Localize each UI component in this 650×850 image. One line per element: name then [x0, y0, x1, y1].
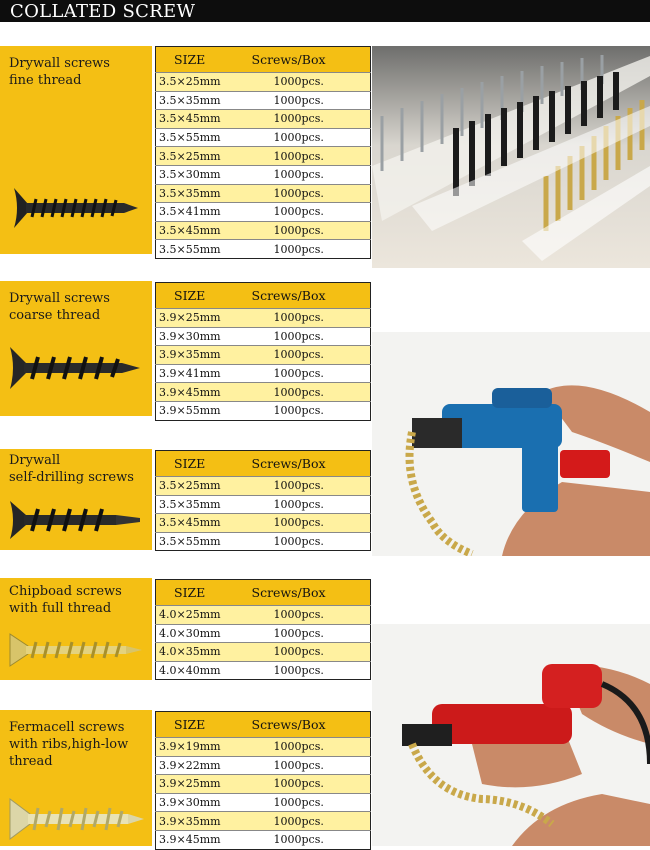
size-header: SIZE [156, 712, 252, 738]
qty-cell: 1000pcs. [252, 661, 371, 680]
size-cell: 3.5×35mm [156, 91, 252, 110]
size-cell: 3.9×45mm [156, 383, 252, 402]
size-cell: 3.5×25mm [156, 477, 252, 496]
size-cell: 3.5×25mm [156, 147, 252, 166]
size-cell: 3.5×35mm [156, 495, 252, 514]
table-row [156, 221, 371, 240]
table-row [156, 203, 371, 222]
table-row [156, 128, 371, 147]
size-cell: 3.5×55mm [156, 128, 252, 147]
size-table-chipboard [155, 579, 371, 680]
panel-fermacell [0, 710, 152, 846]
qty-cell: 1000pcs. [252, 756, 371, 775]
black-coarse-thread-screw-icon [4, 343, 142, 393]
size-cell: 3.9×25mm [156, 309, 252, 328]
red-corded-screwdriver-photo [372, 624, 650, 846]
zinc-chipboard-screw-icon [4, 630, 144, 670]
table-row [156, 91, 371, 110]
qty-header: Screws/Box [252, 283, 371, 309]
table-row [156, 309, 371, 328]
qty-cell: 1000pcs. [252, 327, 371, 346]
black-fine-thread-screw-icon [6, 182, 140, 234]
table-row [156, 624, 371, 643]
table-row [156, 383, 371, 402]
panel-drywall-coarse [0, 281, 152, 416]
size-cell: 3.5×45mm [156, 221, 252, 240]
size-cell: 3.5×55mm [156, 240, 252, 259]
table-row [156, 756, 371, 775]
size-cell: 3.9×30mm [156, 793, 252, 812]
table-row [156, 73, 371, 92]
table-row [156, 775, 371, 794]
section-label: Drywall self-drilling screws [9, 453, 134, 485]
size-cell: 3.5×41mm [156, 203, 252, 222]
qty-cell: 1000pcs. [252, 110, 371, 129]
panel-chipboard [0, 578, 152, 680]
size-cell: 4.0×35mm [156, 643, 252, 662]
qty-cell: 1000pcs. [252, 606, 371, 625]
size-cell: 3.9×41mm [156, 364, 252, 383]
size-header: SIZE [156, 580, 252, 606]
table-row [156, 606, 371, 625]
section-label: Drywall screws coarse thread [9, 291, 110, 323]
table-row [156, 165, 371, 184]
size-header: SIZE [156, 451, 252, 477]
qty-cell: 1000pcs. [252, 165, 371, 184]
table-row [156, 327, 371, 346]
table-row [156, 661, 371, 680]
qty-cell: 1000pcs. [252, 812, 371, 831]
size-cell: 3.5×45mm [156, 110, 252, 129]
qty-cell: 1000pcs. [252, 203, 371, 222]
black-self-drilling-screw-icon [4, 497, 142, 543]
qty-cell: 1000pcs. [252, 184, 371, 203]
qty-cell: 1000pcs. [252, 830, 371, 849]
size-table-drywall-self-drilling [155, 450, 371, 551]
panel-drywall-self-drilling [0, 449, 152, 550]
size-cell: 4.0×25mm [156, 606, 252, 625]
qty-cell: 1000pcs. [252, 221, 371, 240]
qty-cell: 1000pcs. [252, 738, 371, 757]
qty-header: Screws/Box [252, 712, 371, 738]
size-cell: 3.5×25mm [156, 73, 252, 92]
qty-cell: 1000pcs. [252, 364, 371, 383]
size-header: SIZE [156, 283, 252, 309]
size-cell: 3.5×30mm [156, 165, 252, 184]
section-label: Chipboad screws with full thread [9, 584, 122, 616]
section-label: Fermacell screws with ribs,high-low thread [9, 720, 129, 769]
size-table-drywall-fine [155, 46, 371, 259]
table-row [156, 364, 371, 383]
qty-cell: 1000pcs. [252, 401, 371, 420]
qty-header: Screws/Box [252, 580, 371, 606]
size-table-drywall-coarse [155, 282, 371, 421]
collated-screw-strips-photo [372, 46, 650, 268]
size-cell: 3.9×35mm [156, 812, 252, 831]
size-cell: 3.5×45mm [156, 514, 252, 533]
size-cell: 3.9×19mm [156, 738, 252, 757]
table-row [156, 184, 371, 203]
zinc-fermacell-screw-icon [4, 796, 146, 842]
qty-cell: 1000pcs. [252, 91, 371, 110]
size-cell: 3.9×55mm [156, 401, 252, 420]
table-row [156, 793, 371, 812]
qty-cell: 1000pcs. [252, 624, 371, 643]
table-row [156, 830, 371, 849]
size-table-fermacell [155, 711, 371, 850]
qty-cell: 1000pcs. [252, 240, 371, 259]
section-label: Drywall screws fine thread [9, 56, 110, 88]
qty-header: Screws/Box [252, 451, 371, 477]
panel-drywall-fine [0, 46, 152, 254]
size-cell: 3.5×55mm [156, 532, 252, 551]
qty-cell: 1000pcs. [252, 793, 371, 812]
size-cell: 3.9×25mm [156, 775, 252, 794]
table-row [156, 514, 371, 533]
qty-cell: 1000pcs. [252, 477, 371, 496]
header-bar [0, 0, 650, 22]
size-header: SIZE [156, 47, 252, 73]
table-row [156, 346, 371, 365]
qty-cell: 1000pcs. [252, 73, 371, 92]
qty-cell: 1000pcs. [252, 309, 371, 328]
qty-cell: 1000pcs. [252, 643, 371, 662]
qty-cell: 1000pcs. [252, 346, 371, 365]
table-row [156, 495, 371, 514]
table-row [156, 147, 371, 166]
table-row [156, 643, 371, 662]
table-row [156, 477, 371, 496]
qty-cell: 1000pcs. [252, 495, 371, 514]
size-cell: 3.9×22mm [156, 756, 252, 775]
table-row [156, 401, 371, 420]
qty-header: Screws/Box [252, 47, 371, 73]
size-cell: 4.0×40mm [156, 661, 252, 680]
cordless-screwdriver-photo [372, 332, 650, 556]
size-cell: 3.9×30mm [156, 327, 252, 346]
table-row [156, 738, 371, 757]
size-cell: 4.0×30mm [156, 624, 252, 643]
qty-cell: 1000pcs. [252, 383, 371, 402]
size-cell: 3.5×35mm [156, 184, 252, 203]
qty-cell: 1000pcs. [252, 128, 371, 147]
qty-cell: 1000pcs. [252, 147, 371, 166]
size-cell: 3.9×45mm [156, 830, 252, 849]
qty-cell: 1000pcs. [252, 514, 371, 533]
qty-cell: 1000pcs. [252, 532, 371, 551]
qty-cell: 1000pcs. [252, 775, 371, 794]
table-row [156, 110, 371, 129]
page-title: COLLATED SCREW [10, 1, 196, 22]
size-cell: 3.9×35mm [156, 346, 252, 365]
table-row [156, 240, 371, 259]
table-row [156, 812, 371, 831]
table-row [156, 532, 371, 551]
